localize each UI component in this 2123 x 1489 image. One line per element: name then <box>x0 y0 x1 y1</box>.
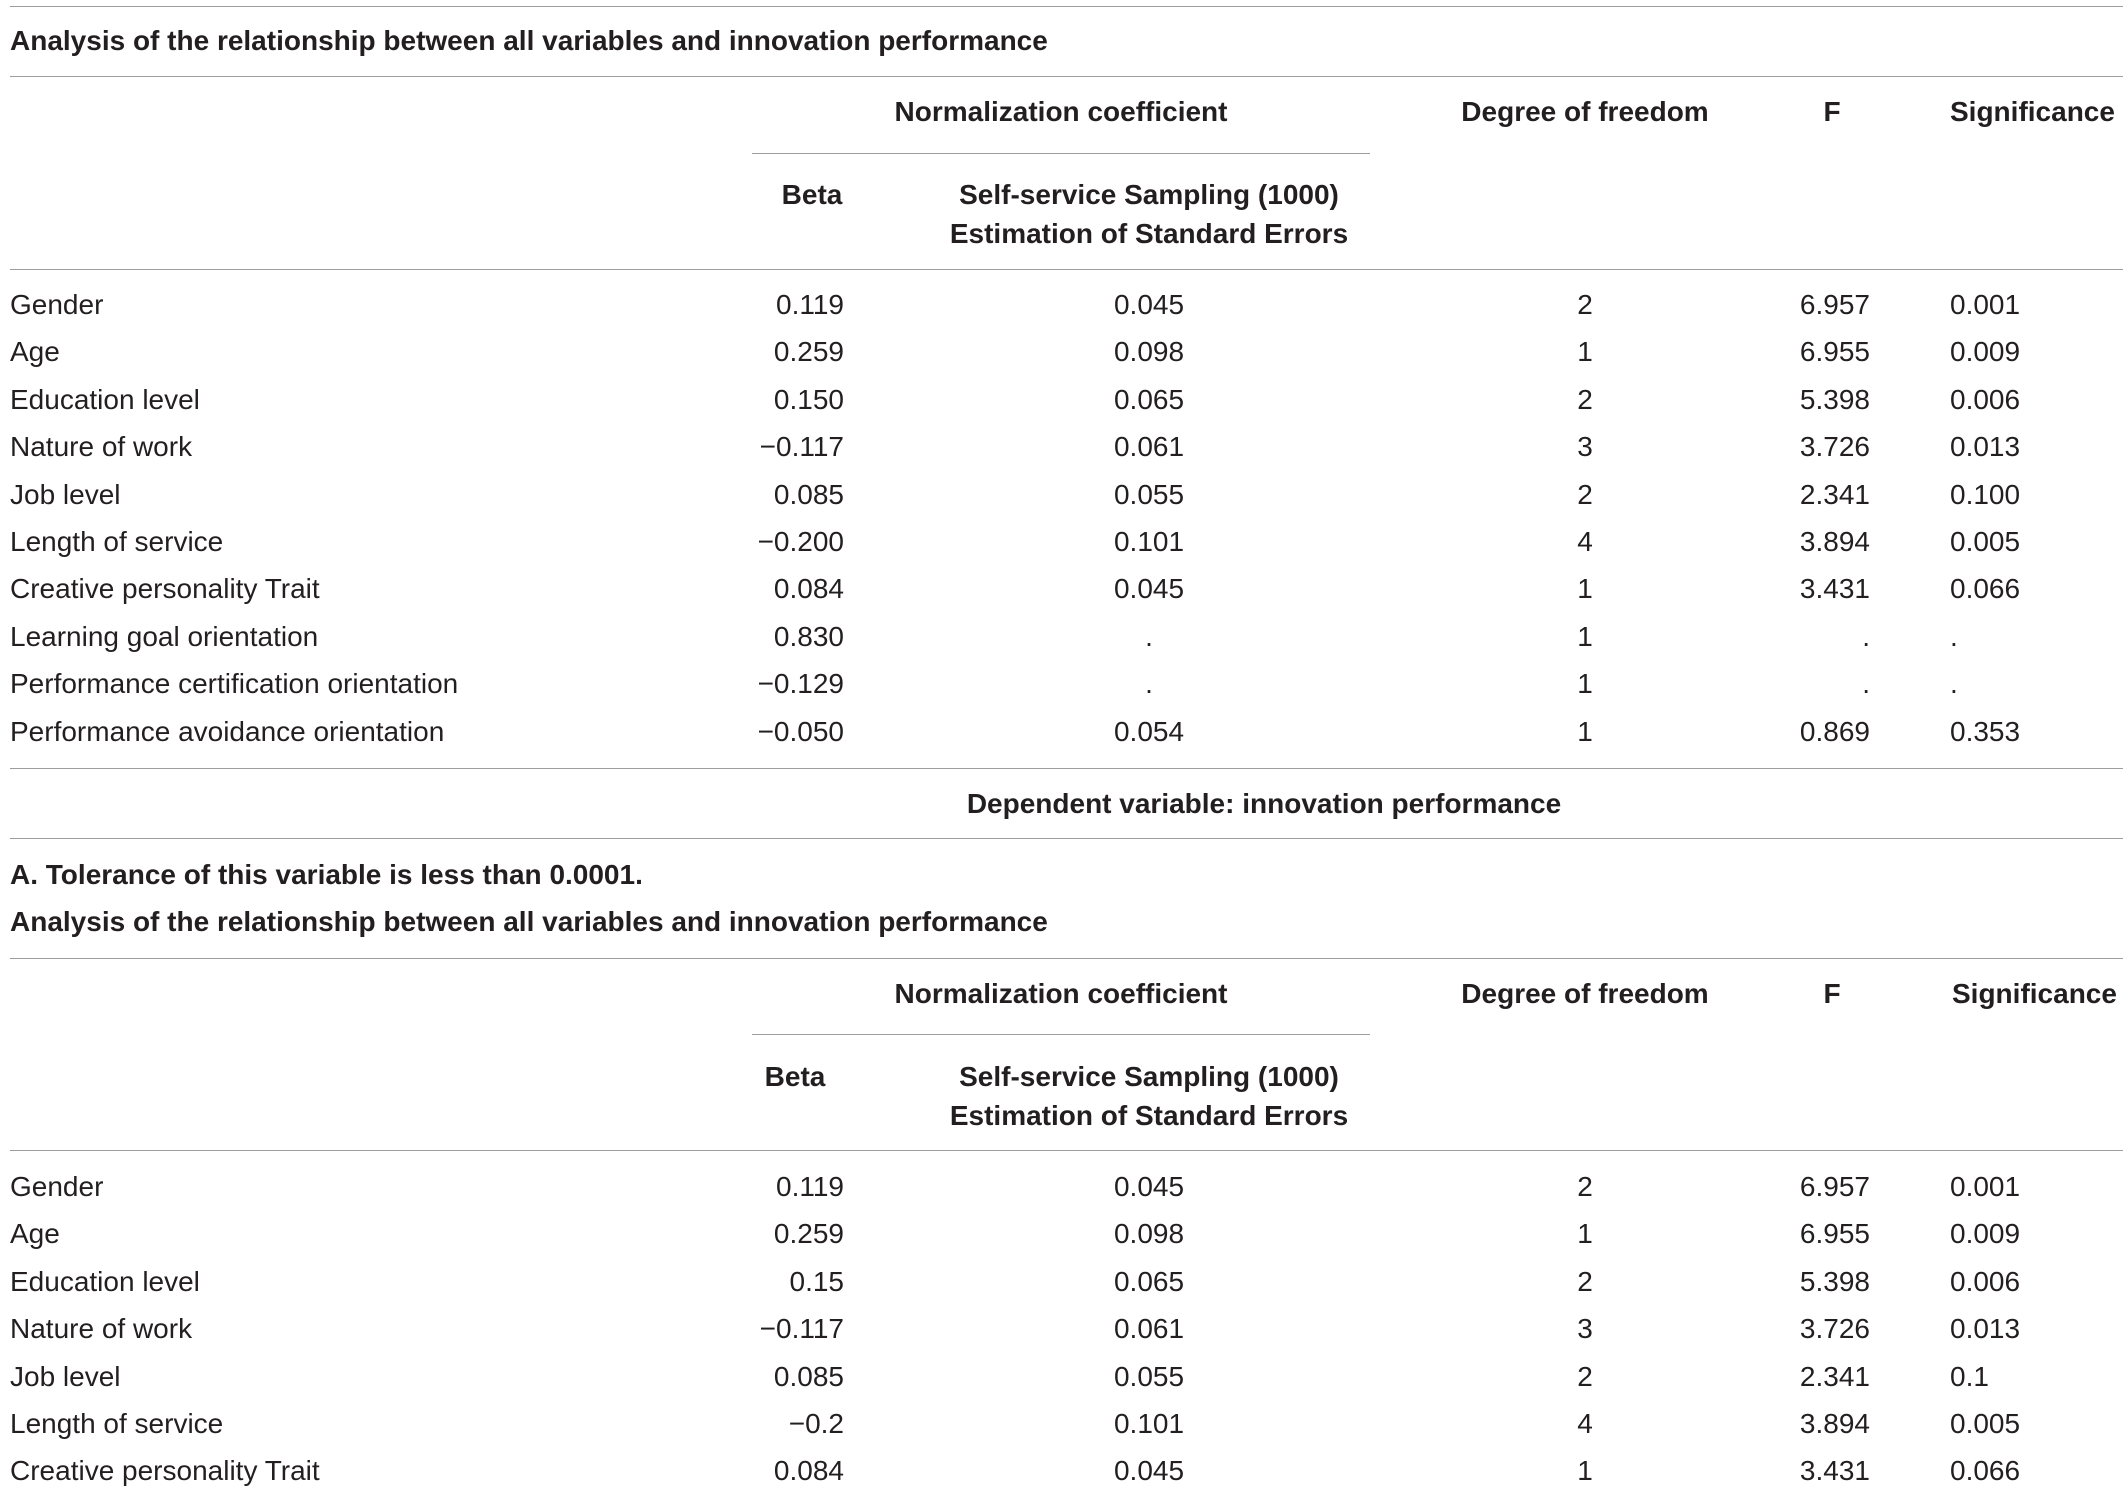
cell-variable: Education level <box>10 383 200 415</box>
cell-degree-of-freedom: 1 <box>1577 620 1593 652</box>
cell-variable: Job level <box>10 478 121 510</box>
cell-standard-error: 0.101 <box>1113 1408 1185 1439</box>
cell-standard-error: . <box>1145 668 1153 700</box>
cell-beta: 0.084 <box>773 573 844 605</box>
cell-significance: 0.009 <box>1950 336 2021 368</box>
cell-variable: Nature of work <box>10 1313 193 1345</box>
cell-degree-of-freedom: 2 <box>1577 1171 1593 1202</box>
cell-f: 3.894 <box>1799 526 1870 557</box>
cell-degree-of-freedom: 1 <box>1577 336 1593 368</box>
header-beta: Beta <box>764 1061 826 1092</box>
cell-degree-of-freedom: 1 <box>1577 1455 1593 1487</box>
cell-significance: 0.001 <box>1950 1171 2021 1202</box>
header-standard-error-line2: Estimation of Standard Errors <box>949 1100 1349 1131</box>
cell-variable: Nature of work <box>10 431 193 463</box>
cell-degree-of-freedom: 1 <box>1577 1218 1593 1250</box>
table-note: A. Tolerance of this variable is less than 0.0001. <box>10 859 643 890</box>
header-significance: Significance <box>1950 96 2115 127</box>
cell-f: 3.431 <box>1799 1455 1870 1487</box>
header-bottom-rule <box>10 1150 2123 1151</box>
cell-variable: Gender <box>10 1171 104 1202</box>
cell-degree-of-freedom: 4 <box>1577 526 1593 557</box>
cell-f: 5.398 <box>1799 1265 1870 1297</box>
cell-significance: 0.353 <box>1950 715 2021 747</box>
cell-f: 6.957 <box>1799 1171 1870 1202</box>
table-top-rule <box>10 6 2123 7</box>
header-standard-error-line1: Self-service Sampling (1000) <box>959 1061 1339 1092</box>
footer-rule <box>10 838 2123 839</box>
cell-beta: 0.259 <box>773 336 844 368</box>
cell-degree-of-freedom: 4 <box>1577 1408 1593 1439</box>
header-degree-of-freedom: Degree of freedom <box>1461 96 1709 127</box>
cell-degree-of-freedom: 3 <box>1577 1313 1593 1345</box>
cell-significance: 0.013 <box>1950 431 2021 463</box>
cell-f: 5.398 <box>1799 383 1870 415</box>
cell-standard-error: 0.045 <box>1113 1455 1185 1487</box>
cell-beta: 0.119 <box>776 1171 844 1202</box>
cell-f: 2.341 <box>1799 478 1870 510</box>
cell-variable: Length of service <box>10 1408 224 1439</box>
cell-standard-error: 0.055 <box>1113 1360 1185 1392</box>
cell-significance: 0.100 <box>1950 478 2021 510</box>
header-beta: Beta <box>781 179 843 210</box>
cell-beta: 0.085 <box>773 1360 844 1392</box>
cell-variable: Age <box>10 1218 60 1250</box>
caption-rule <box>10 958 2123 959</box>
cell-significance: 0.066 <box>1950 1455 2021 1487</box>
header-span-rule <box>752 1034 1370 1035</box>
cell-degree-of-freedom: 2 <box>1577 1360 1593 1392</box>
header-f: F <box>1823 96 1841 127</box>
cell-significance: 0.009 <box>1950 1218 2021 1250</box>
header-degree-of-freedom: Degree of freedom <box>1461 978 1709 1009</box>
cell-significance: 0.005 <box>1950 1408 2021 1439</box>
cell-significance: 0.1 <box>1950 1360 1989 1392</box>
cell-standard-error: 0.098 <box>1113 1218 1185 1250</box>
cell-variable: Performance avoidance orientation <box>10 715 445 747</box>
cell-degree-of-freedom: 2 <box>1577 1265 1593 1297</box>
cell-beta: 0.15 <box>789 1265 844 1297</box>
cell-beta: 0.830 <box>773 620 844 652</box>
cell-standard-error: 0.045 <box>1113 573 1185 605</box>
cell-f: 6.955 <box>1799 336 1870 368</box>
cell-variable: Learning goal orientation <box>10 620 319 652</box>
body-bottom-rule <box>10 768 2123 769</box>
table-footer: Dependent variable: innovation performance <box>966 788 1562 819</box>
cell-f: 6.955 <box>1799 1218 1870 1250</box>
cell-variable: Gender <box>10 289 104 320</box>
cell-f: . <box>1862 620 1870 652</box>
cell-beta: −0.200 <box>757 526 844 557</box>
cell-beta: −0.129 <box>757 668 844 700</box>
cell-standard-error: 0.101 <box>1113 526 1185 557</box>
cell-beta: −0.117 <box>759 1313 844 1345</box>
table-caption: Analysis of the relationship between all variables and innovation performance <box>10 906 1048 937</box>
cell-significance: 0.006 <box>1950 383 2021 415</box>
header-span-rule <box>752 153 1370 154</box>
cell-degree-of-freedom: 2 <box>1577 478 1593 510</box>
cell-beta: 0.119 <box>776 289 844 320</box>
cell-beta: 0.259 <box>773 1218 844 1250</box>
cell-degree-of-freedom: 3 <box>1577 431 1593 463</box>
cell-variable: Performance certification orientation <box>10 668 459 700</box>
cell-standard-error: 0.054 <box>1113 715 1185 747</box>
cell-beta: −0.117 <box>759 431 844 463</box>
cell-degree-of-freedom: 1 <box>1577 668 1593 700</box>
cell-significance: 0.001 <box>1950 289 2021 320</box>
caption-rule <box>10 76 2123 77</box>
cell-standard-error: 0.065 <box>1113 1265 1185 1297</box>
cell-f: 3.431 <box>1799 573 1870 605</box>
cell-beta: 0.150 <box>773 383 844 415</box>
cell-f: 6.957 <box>1799 289 1870 320</box>
cell-variable: Education level <box>10 1265 200 1297</box>
cell-beta: −0.2 <box>788 1408 844 1439</box>
cell-f: . <box>1862 668 1870 700</box>
cell-degree-of-freedom: 1 <box>1577 573 1593 605</box>
cell-significance: 0.013 <box>1950 1313 2021 1345</box>
cell-standard-error: 0.045 <box>1113 289 1185 320</box>
cell-degree-of-freedom: 2 <box>1577 289 1593 320</box>
header-f: F <box>1823 978 1841 1009</box>
header-normalization-coefficient: Normalization coefficient <box>894 96 1228 127</box>
cell-f: 3.726 <box>1799 431 1870 463</box>
header-significance: Significance <box>1952 978 2117 1009</box>
cell-standard-error: 0.055 <box>1113 478 1185 510</box>
cell-beta: −0.050 <box>757 715 844 747</box>
header-normalization-coefficient: Normalization coefficient <box>894 978 1228 1009</box>
header-standard-error-line1: Self-service Sampling (1000) <box>959 179 1339 210</box>
cell-beta: 0.085 <box>773 478 844 510</box>
cell-variable: Length of service <box>10 526 224 557</box>
cell-standard-error: . <box>1145 620 1153 652</box>
cell-degree-of-freedom: 2 <box>1577 383 1593 415</box>
cell-standard-error: 0.045 <box>1113 1171 1185 1202</box>
header-standard-error-line2: Estimation of Standard Errors <box>949 218 1349 249</box>
cell-significance: . <box>1950 668 1958 700</box>
cell-significance: 0.005 <box>1950 526 2021 557</box>
cell-variable: Age <box>10 336 60 368</box>
cell-variable: Creative personality Trait <box>10 1455 320 1487</box>
cell-variable: Creative personality Trait <box>10 573 320 605</box>
cell-f: 2.341 <box>1799 1360 1870 1392</box>
cell-f: 0.869 <box>1799 715 1870 747</box>
cell-f: 3.894 <box>1799 1408 1870 1439</box>
cell-variable: Job level <box>10 1360 121 1392</box>
table-caption: Analysis of the relationship between all variables and innovation performance <box>10 25 1048 56</box>
cell-significance: . <box>1950 620 1958 652</box>
cell-degree-of-freedom: 1 <box>1577 715 1593 747</box>
cell-standard-error: 0.098 <box>1113 336 1185 368</box>
cell-standard-error: 0.061 <box>1113 431 1185 463</box>
cell-standard-error: 0.065 <box>1113 383 1185 415</box>
cell-standard-error: 0.061 <box>1113 1313 1185 1345</box>
cell-f: 3.726 <box>1799 1313 1870 1345</box>
cell-beta: 0.084 <box>773 1455 844 1487</box>
header-bottom-rule <box>10 269 2123 270</box>
cell-significance: 0.006 <box>1950 1265 2021 1297</box>
cell-significance: 0.066 <box>1950 573 2021 605</box>
